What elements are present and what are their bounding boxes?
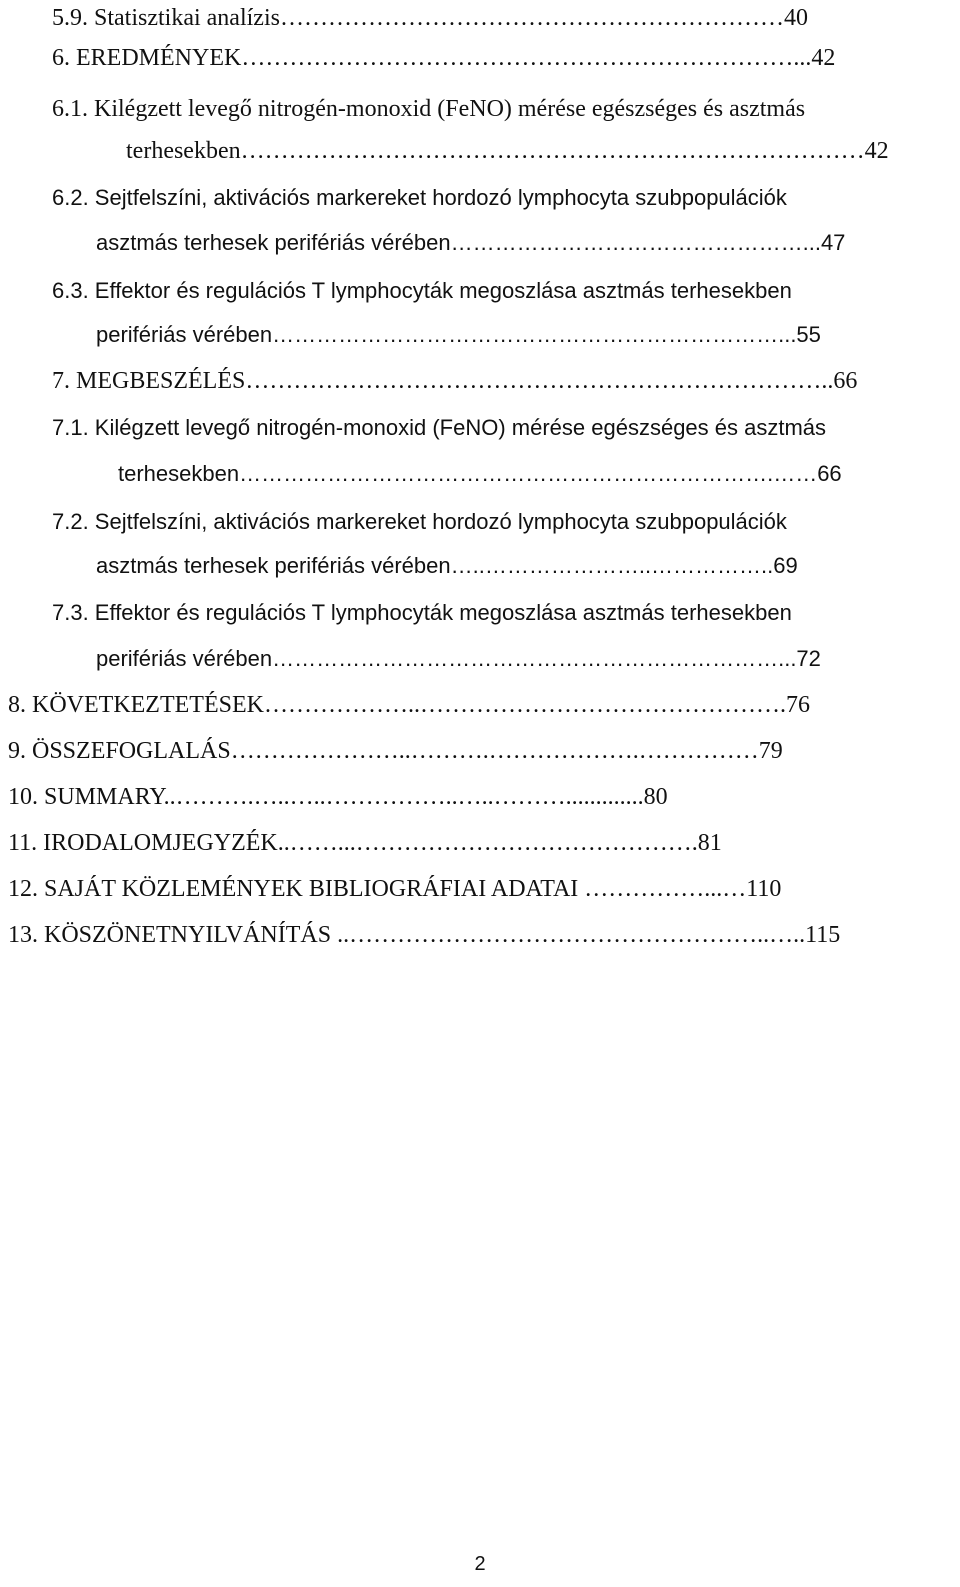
toc-entry-7-2-cont: asztmás terhesek perifériás vérében…..…………………..……………..69 — [96, 553, 798, 578]
toc-entry-6-2-cont: asztmás terhesek perifériás vérében…………………………………………...47 — [96, 230, 846, 255]
toc-entry-7-3: 7.3. Effektor és regulációs T lymphocyták megoszlása asztmás terhesekben — [52, 600, 792, 625]
toc-entry-6-3: 6.3. Effektor és regulációs T lymphocyták megoszlása asztmás terhesekben — [52, 278, 792, 303]
page-number: 2 — [474, 1553, 486, 1575]
toc-entry-7: 7. MEGBESZÉLÉS………………………………………………………………..66 — [52, 368, 858, 394]
toc-entry-5-9: 5.9. Statisztikai analízis………………………………………………………40 — [52, 5, 808, 31]
toc-entry-6-1: 6.1. Kilégzett levegő nitrogén-monoxid (FeNO) mérése egészséges és asztmás — [52, 96, 806, 122]
toc-entry-13: 13. KÖSZÖNETNYILVÁNÍTÁS ..……………………………………………..…..115 — [8, 922, 841, 948]
toc-entry-12: 12. SAJÁT KÖZLEMÉNYEK BIBLIOGRÁFIAI ADATAI ……………...…110 — [8, 876, 782, 902]
toc-entry-7-3-cont: perifériás vérében……………………………………………………………...72 — [96, 646, 821, 671]
toc-entry-7-1: 7.1. Kilégzett levegő nitrogén-monoxid (FeNO) mérése egészséges és asztmás — [52, 415, 827, 440]
toc-entry-11: 11. IRODALOMJEGYZÉK..……...…………………………………….81 — [8, 830, 722, 856]
toc-entry-9: 9. ÖSSZEFOGLALÁS…………………..……….……………….……………79 — [8, 738, 783, 764]
toc-entry-6-1-cont: terhesekben……………………………………………………………………42 — [126, 138, 889, 164]
toc-entry-6-2: 6.2. Sejtfelszíni, aktivációs markereket hordozó lymphocyta szubpopulációk — [52, 185, 787, 210]
toc-entry-6-3-cont: perifériás vérében……………………………………………………………...55 — [96, 322, 821, 347]
toc-entry-7-1-cont: terhesekben……………………………………………………………….……66 — [118, 461, 842, 486]
toc-entry-6: 6. EREDMÉNYEK……………………………………………………………...42 — [52, 45, 836, 71]
toc-entry-10: 10. SUMMARY..……….…..…..……………..…..……….............80 — [8, 784, 668, 810]
toc-entry-8: 8. KÖVETKEZTETÉSEK………………..……………………………………….76 — [8, 692, 810, 718]
toc-entry-7-2: 7.2. Sejtfelszíni, aktivációs markereket hordozó lymphocyta szubpopulációk — [52, 509, 787, 534]
